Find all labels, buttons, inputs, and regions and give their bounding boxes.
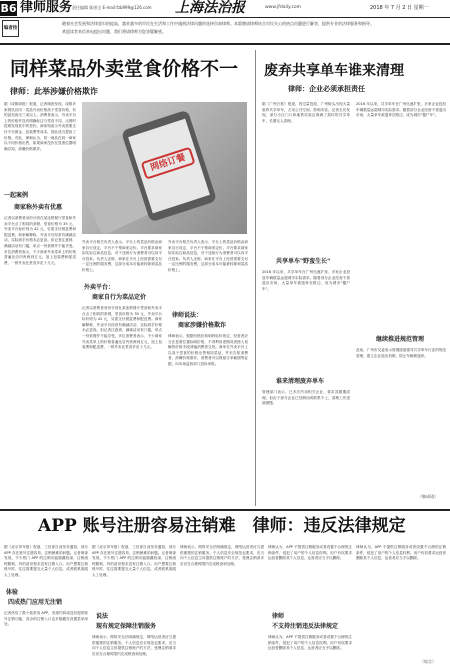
article1-sec1-body: 记者以消费者身份分别在某连锁餐厅堂食和外卖平台点了相同的套餐，堂食价格为 35 元，外卖平台标价则为 42 元，另需支付餐盒费和配送费。商家解释称，外卖平台经常有满减活动，实际到手价格未必更高。但记者注意到，满减活动有门槛，单点一份套餐并不能享受。多位消费者表示，不少商家外卖菜单上的价格普遍比店内贵两到五元，加上包装费和配送费，一顿外卖比堂食多花十几元。 [4,216,76,265]
page-header [0,0,450,16]
article1-sec1-heading: 商家称外卖有优惠 [14,204,63,211]
column-divider [255,50,256,506]
article2-col2-body2: 此前，广州市交委表示将继续加强对共享单车行业的规范管理，建立企业退出机制，防止车辆被遗弃。 [356,348,446,358]
article2-author: （韩成琦） [418,494,438,499]
article1-lead: 据《成都商报》报道，记者调查发现，成都多家餐饮店同一菜品外卖价格高于堂食价格，有的甚至高出三成以上。消费者表示，外卖平台上的价格并没有明确标注与堂食不同，点餐时很难发现其中的差价。商家则表示外卖需要支付平台佣金、包装费等成本，因此适当提高了价格。对此，律师认为，同一商品在同一商家以不同价格出售，如果商家没有在显著位置明确告知，涉嫌价格欺诈。 [4,102,76,151]
article3-col5-body: 律师认为，APP 不提供注销服务或者设置不合理的注销条件，侵犯了用户的个人信息权利。用户有权要求运营者删除其个人信息，运营者应当予以删除。 [356,545,446,561]
website-url: www.jfdaily.com [265,5,302,10]
editor-note-label: 编者按 [2,20,19,37]
article-app-account [0,511,450,668]
article2-sec1-heading: 共享单车"野蛮生长" [276,258,331,265]
article1-col2-body: 记者以消费者身份分别在某连锁餐厅堂食和外卖平台点了相同的套餐，堂食价格为 35 元，外卖平台标价则为 42 元，另需支付餐盒费和配送费。商家解释称，外卖平台经常有满减活动，实际到手价格未必更高。但记者注意到，满减活动有门槛，单点一份套餐并不能享受。多位消费者表示，不少商家外卖菜单上的价格普遍比店内贵两到五元，加上包装费和配送费，一顿外卖比堂食多花十几元。 [82,306,162,350]
article2-headline: 废弃共享单车谁来清理 [264,63,404,79]
note-rule [0,43,450,45]
article3-col3-body: 律师表示，网络安全法明确规定，网络运营者应当提供便捷的注销服务。个人信息安全规范也要求，应当向个人信息主体提供注销账户的方法，受理注销请求后应在合理时限内完成核查和处理。 [180,545,264,566]
article3-col2-body2: 律师表示，网络安全法明确规定，网络运营者应当提供便捷的注销服务。个人信息安全规范也要求，应当向个人信息主体提供注销账户的方法，受理注销请求后应在合理时限内完成核查和处理。 [92,635,176,656]
article3-sec1-label: 体验 [6,589,19,596]
article3-sec2-label: 说法 [96,613,109,620]
article3-sec2-heading: 现有规定保障注销服务 [96,623,157,630]
article2-col2-body: 2016 年以来，共享单车在广州迅速扩张，多家企业投放车辆数量远超城市实际需求。随着部分企业经营不善退出市场，大量单车被遗弃在路边，成为城市"僵尸车"。 [356,102,446,118]
page-number-badge: B6 [0,2,17,15]
photo-label: 网络订餐 [141,147,196,180]
article3-sec3-label: 律师 [272,613,285,620]
article1-subtitle: 律师：此举涉嫌价格欺诈 [10,87,98,96]
article1-headline: 同样菜品外卖堂食价格不一 [10,58,239,80]
article2-sec2-heading: 谁来清理废弃单车 [276,378,325,385]
article1-sec2-label: 外卖平台： [84,284,115,291]
article3-sec1-heading: 四成热门应用无注销 [8,599,63,606]
article1-sec3-label: 律师说法： [172,312,203,319]
article3-col1-lead: 据《北京青年报》报道，工信部日前发布通知，部分 APP 存在账号注册容易、注销困难的问题。记者调查发现，不少热门 APP 的注销功能隐藏较深，注销流程繁琐，有的甚至根本没有注销入口。用户想要注销账号时，往往需要提交大量个人信息，或者联系客服人工处理。 [4,545,88,577]
editor-line: 责任编辑 陈创全 E-mail:fzb999@126.com [72,5,152,10]
article1-sec1-label: 一起案例 [4,192,29,199]
article3-sec3-heading: 不支持注销违反法律规定 [272,623,339,630]
issue-date: 2018 年 7 月 2 日 星期一 [370,5,429,11]
article1-sec2-heading: 商家自行为菜品定价 [92,294,147,301]
article2-col1-lead: 据《广州日报》报道，因过量投放，广州街头出现大量废弃共享单车，占用公共空间，影响市容。记者走访发现，部分小区门口和地铁站周边堆满了损坏的共享单车，长期无人清理。 [262,102,350,123]
article1-col2: 外卖平台相关负责人表示，平台上的菜品价格由商家自行设定，平台不干预商家定价。平台要求商家如实标注商品信息，对于违规行为消费者可以向平台投诉。负责人还称，商家在平台上经营需要支付一定比例的服务费，这部分成本可能被转嫁到菜品价格上。 [82,240,162,272]
article3-headline: APP 账号注册容易注销难 律师：违反法律规定 [38,516,406,536]
article3-col4-body: 律师认为，APP 不提供注销服务或者设置不合理的注销条件，侵犯了用户的个人信息权利。用户有权要求运营者删除其个人信息，运营者应当予以删除。 [268,545,352,561]
masthead-logo: 上海法治报 [175,0,245,16]
article-food-price [0,46,253,508]
editor-note-text: 随着社会发展和法律意识的提高，越来越多的市民在生活和工作中遇到法律问题时选择咨询律师。本版邀请律师结合市民关心的热点问题进行解答，提供专业的法律服务和指导。 [62,21,374,26]
article2-col1-body: 2016 年以来，共享单车在广州迅速扩张，多家企业投放车辆数量远超城市实际需求。随着部分企业经营不善退出市场，大量单车被遗弃在路边，成为城市"僵尸车"。 [262,270,350,291]
article2-subtitle: 律师：企业必须承担责任 [288,85,365,93]
article1-col3: 外卖平台相关负责人表示，平台上的菜品价格由商家自行设定，平台不干预商家定价。平台要求商家如实标注商品信息，对于违规行为消费者可以向平台投诉。负责人还称，商家在平台上经营需要支付一定比例的服务费，这部分成本可能被转嫁到菜品价格上。 [168,240,248,272]
article3-col2-body: 据《北京青年报》报道，工信部日前发布通知，部分 APP 存在账号注册容易、注销困难的问题。记者调查发现，不少热门 APP 的注销功能隐藏较深，注销流程繁琐，有的甚至根本没有注销入口。用户想要注销账号时，往往需要提交大量个人信息，或者联系客服人工处理。 [92,545,176,577]
article2-col1-body2: 管理部门表示，已多次约谈相关企业，要求其限期清理。但由于部分企业已经倒闭或联系不上，清理工作进展缓慢。 [262,390,350,406]
section-title: 律师服务 [20,0,73,15]
editor-note [0,19,450,41]
header-rule [0,17,450,18]
article-bike-sharing [258,46,450,508]
article3-col4-body2: 律师认为，APP 不提供注销服务或者设置不合理的注销条件，侵犯了用户的个人信息权利。用户有权要求运营者删除其个人信息，运营者应当予以删除。 [268,635,352,651]
editor-note-text2: 欢迎读者来信来电提出问题，我们将请律师为您答疑解惑。 [62,29,166,34]
article3-col1-body: 记者体验了数十款常用 APP，发现约四成没有提供账号注销功能，其余的注销入口也多隐藏在设置菜单深处。 [4,611,88,627]
article1-col3-body: 律师表示，根据价格法和明码标价规定，经营者应当在显著位置标明价格，不得利用虚假或者使人误解的价格手段诱骗消费者交易。商家在外卖平台上以高于堂食的价格出售相同菜品，并未告知消费者，涉嫌价格欺诈。消费者可以保留订单截图等证据，向市场监管部门投诉举报。 [168,334,248,366]
article1-photo [82,102,247,234]
article1-sec3-heading: 商家涉嫌价格欺诈 [178,322,227,329]
article3-author: （综合） [420,659,436,664]
article2-sec4-heading: 继续推进规范管理 [376,336,425,343]
